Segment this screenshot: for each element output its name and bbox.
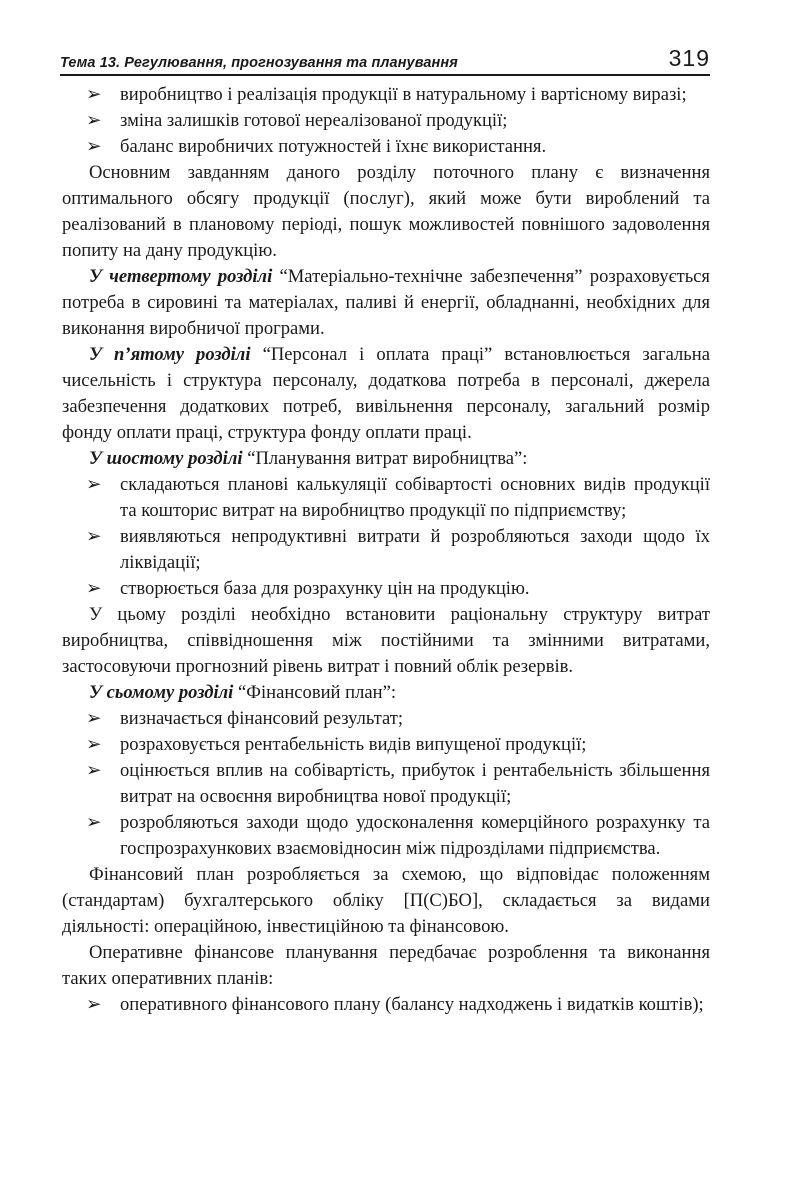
list-item <box>62 576 710 602</box>
list-item-text: складаються планові калькуляції собівартості основних видів продукції та кошторис витрат на виробництво продукції по підприємству; <box>120 474 710 521</box>
section-lead: У п’ятому розділі <box>89 344 251 365</box>
list-item-text: розробляються заходи щодо удосконалення комерційного розрахунку та госпрозрахункових взаємовідносин між підрозділами підприємства. <box>120 812 710 859</box>
arrow-bullet-icon: ➢ <box>86 110 102 131</box>
arrow-bullet-icon: ➢ <box>86 84 102 105</box>
list-item-text: визначається фінансовий результат; <box>120 708 404 729</box>
running-title: Тема 13. Регулювання, прогнозування та планування <box>60 55 458 71</box>
arrow-bullet-icon: ➢ <box>86 578 102 599</box>
paragraph: Оперативне фінансове планування передбачає розроблення та виконання таких оперативних планів: <box>62 942 710 989</box>
section-lead: У шостому розділі <box>89 448 243 469</box>
list-item <box>62 758 710 810</box>
list-item-text: зміна залишків готової нереалізованої продукції; <box>120 110 508 131</box>
list-item <box>62 472 710 524</box>
list-item <box>62 992 710 1018</box>
list-item <box>62 524 710 576</box>
arrow-bullet-icon: ➢ <box>86 760 102 781</box>
arrow-bullet-icon: ➢ <box>86 136 102 157</box>
list-item <box>62 82 710 108</box>
paragraph-text: “Планування витрат виробництва”: <box>247 448 528 469</box>
list-item-text: баланс виробничих потужностей і їхнє використання. <box>120 136 547 157</box>
paragraph <box>62 342 710 446</box>
arrow-bullet-icon: ➢ <box>86 708 102 729</box>
paragraph <box>62 264 710 342</box>
paragraph: Основним завданням даного розділу поточного плану є визначення оптимального обсягу продукції (послуг), який може бути вироблений та реалізований в плановому періоді, пошук можливостей повнішого задоволення попиту на дану продукцію. <box>62 162 710 261</box>
section-lead: У четвертому розділі <box>89 266 273 287</box>
paragraph: У цьому розділі необхідно встановити раціональну структуру витрат виробництва, співвідношення між постійними та змінними витратами, застосовуючи прогнозний рівень витрат і повний облік резервів. <box>62 604 710 677</box>
paragraph-text: “Персонал і оплата праці” встановлюється загальна чисельність і структура персоналу, додаткова потреба в персоналі, джерела забезпечення додаткових потреб, вивільнення персоналу, загальний розмір фонду оплати праці, структура фонду оплати праці. <box>62 344 710 443</box>
paragraph <box>62 680 710 706</box>
list-item-text: виробництво і реалізація продукції в натуральному і вартісному виразі; <box>120 84 687 105</box>
paragraph-text: “Матеріально-технічне забезпечення” розраховується потреба в сировині та матеріалах, паливі й енергії, обладнанні, необхідних для виконання виробничої програми. <box>62 266 710 339</box>
page-number: 319 <box>668 45 710 71</box>
body-text <box>62 82 710 1018</box>
list-item <box>62 732 710 758</box>
page-header <box>60 45 710 76</box>
list-item-text: виявляються непродуктивні витрати й розробляються заходи щодо їх ліквідації; <box>120 526 710 573</box>
list-item-text: розраховується рентабельність видів випущеної продукції; <box>120 734 587 755</box>
list-item-text: оцінюється вплив на собівартість, прибуток і рентабельність збільшення витрат на освоєння виробництва нової продукції; <box>120 760 710 807</box>
arrow-bullet-icon: ➢ <box>86 994 102 1015</box>
paragraph-text: “Фінансовий план”: <box>238 682 397 703</box>
list-item <box>62 134 710 160</box>
paragraph: Фінансовий план розробляється за схемою, що відповідає положенням (стандартам) бухгалтерського обліку [П(С)БО], складається за видами діяльності: операційною, інвестиційною та фінансовою. <box>62 864 710 937</box>
arrow-bullet-icon: ➢ <box>86 812 102 833</box>
arrow-bullet-icon: ➢ <box>86 734 102 755</box>
list-item <box>62 810 710 862</box>
arrow-bullet-icon: ➢ <box>86 526 102 547</box>
arrow-bullet-icon: ➢ <box>86 474 102 495</box>
paragraph <box>62 446 710 472</box>
section-lead: У сьомому розділі <box>89 682 234 703</box>
list-item-text: створюється база для розрахунку цін на продукцію. <box>120 578 530 599</box>
list-item <box>62 108 710 134</box>
list-item-text: оперативного фінансового плану (балансу надходжень і видатків коштів); <box>120 994 704 1015</box>
list-item <box>62 706 710 732</box>
